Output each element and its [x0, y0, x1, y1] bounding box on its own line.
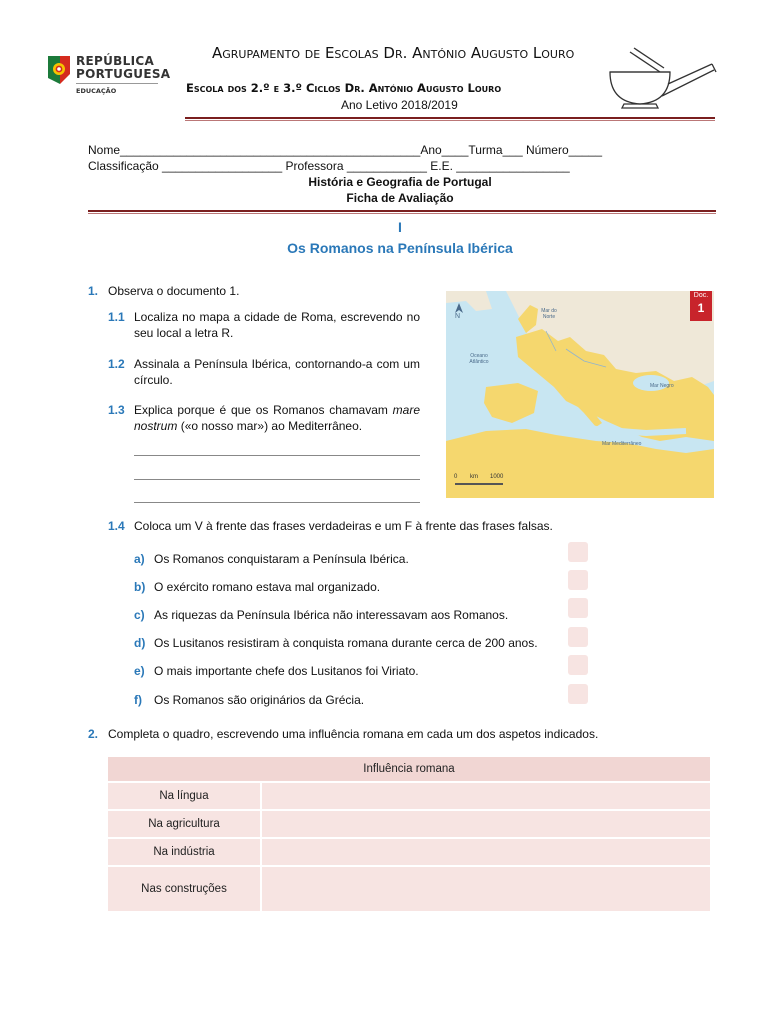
- mortar-pestle-icon: [600, 44, 718, 110]
- statement-e-text: O mais importante chefe dos Lusitanos foi Viriato.: [154, 664, 419, 678]
- q2-text: Completa o quadro, escrevendo uma influência romana em cada um dos aspetos indicados.: [108, 727, 599, 741]
- statement-a-text: Os Romanos conquistaram a Península Ibérica.: [154, 552, 409, 566]
- doc-badge-label: Doc.: [693, 292, 709, 299]
- form-class-line[interactable]: Classificação __________________ Professora ____________ E.E. _________________: [88, 159, 570, 173]
- logo-line2: PORTUGUESA: [76, 67, 171, 81]
- answer-cell-agriculture[interactable]: [262, 811, 710, 837]
- q1-3-number: 1.3: [108, 403, 125, 417]
- q1-4-number: 1.4: [108, 519, 125, 533]
- form-name-line[interactable]: Nome_____________________________________________Ano____Turma___ Número_____: [88, 143, 603, 157]
- test-title: Ficha de Avaliação: [346, 191, 454, 205]
- q1-3-text-b: («o nosso mar») ao Mediterrâneo.: [177, 419, 363, 433]
- republica-logo: [44, 52, 171, 100]
- scale-value: 1000: [490, 474, 504, 480]
- row-label-construction: Nas construções: [108, 867, 260, 911]
- map-label-north-sea: Mar do Norte: [541, 308, 557, 320]
- answer-line-2[interactable]: [134, 479, 420, 480]
- statement-f-letter: f): [134, 693, 142, 707]
- map-label-mediterranean: Mar Mediterrâneo: [602, 441, 642, 447]
- q1-1-number: 1.1: [108, 310, 125, 324]
- statement-e-letter: e): [134, 664, 145, 678]
- scale-bar: [455, 483, 503, 485]
- statement-b-text: O exército romano estava mal organizado.: [154, 580, 381, 594]
- table-row: [108, 811, 710, 837]
- north-label: N: [455, 313, 461, 320]
- scale-unit: km: [470, 474, 478, 480]
- roman-empire-map[interactable]: [446, 291, 714, 498]
- statement-b-letter: b): [134, 580, 146, 594]
- logo-divider: [76, 83, 158, 84]
- statement-d-letter: d): [134, 636, 146, 650]
- q1-4-text: Coloca um V à frente das frases verdadeiras e um F à frente das frases falsas.: [134, 519, 553, 533]
- map-label-black-sea: Mar Negro: [650, 383, 674, 389]
- table-row: [108, 867, 710, 911]
- row-label-language: Na língua: [108, 783, 260, 809]
- section-title: Os Romanos na Península Ibérica: [287, 240, 513, 256]
- header-rule: [185, 117, 715, 119]
- influence-table: [106, 755, 712, 913]
- q1-text: Observa o documento 1.: [108, 284, 240, 298]
- statement-c-text: As riquezas da Península Ibérica não interessavam aos Romanos.: [154, 608, 509, 622]
- answer-cell-language[interactable]: [262, 783, 710, 809]
- school-year: Ano Letivo 2018/2019: [341, 98, 458, 112]
- answer-box-b[interactable]: [568, 570, 588, 590]
- answer-line-1[interactable]: [134, 455, 420, 456]
- map-label-atlantic: Oceano Atlântico: [469, 353, 489, 365]
- answer-box-f[interactable]: [568, 684, 588, 704]
- statement-a-letter: a): [134, 552, 145, 566]
- q1-3-text-em: mare nostrum: [134, 403, 420, 433]
- statement-f-text: Os Romanos são originários da Grécia.: [154, 693, 365, 707]
- logo-sub: EDUCAÇÃO: [76, 87, 117, 95]
- table-header: Influência romana: [108, 757, 710, 781]
- form-rule: [88, 210, 716, 212]
- q1-2-text: Assinala a Península Ibérica, contornando-a com um círculo.: [134, 357, 420, 387]
- answer-cell-construction[interactable]: [262, 867, 710, 911]
- q1-3-text: [134, 402, 420, 434]
- row-label-agriculture: Na agricultura: [108, 811, 260, 837]
- answer-box-a[interactable]: [568, 542, 588, 562]
- answer-box-d[interactable]: [568, 627, 588, 647]
- table-row: [108, 839, 710, 865]
- answer-cell-industry[interactable]: [262, 839, 710, 865]
- answer-box-e[interactable]: [568, 655, 588, 675]
- subject-title: História e Geografia de Portugal: [308, 175, 492, 189]
- q1-1-text: Localiza no mapa a cidade de Roma, escrevendo no seu local a letra R.: [134, 310, 420, 340]
- answer-box-c[interactable]: [568, 598, 588, 618]
- flag-emblem-icon: [44, 54, 72, 88]
- form-rule-thin: [88, 213, 716, 214]
- section-numeral: I: [398, 219, 402, 235]
- doc-badge: [690, 291, 712, 321]
- table-row: [108, 783, 710, 809]
- school-title: Escola dos 2.º e 3.º Ciclos Dr. António Augusto Louro: [186, 81, 502, 95]
- statement-c-letter: c): [134, 608, 145, 622]
- answer-line-3[interactable]: [134, 502, 420, 503]
- row-label-industry: Na indústria: [108, 839, 260, 865]
- school-group-title: Agrupamento de Escolas Dr. António Augusto Louro: [212, 44, 575, 62]
- table-header-row: [108, 757, 710, 781]
- q2-number: 2.: [88, 727, 99, 741]
- header-rule-thin: [185, 120, 715, 121]
- doc-badge-number: 1: [697, 301, 705, 315]
- statement-d-text: Os Lusitanos resistiram à conquista romana durante cerca de 200 anos.: [154, 636, 538, 650]
- map-graphic: [446, 291, 714, 498]
- scale-zero: 0: [454, 474, 458, 480]
- q1-2-number: 1.2: [108, 357, 125, 371]
- q1-3-text-a: Explica porque é que os Romanos chamavam: [134, 403, 393, 417]
- logo-line1: REPÚBLICA: [76, 54, 155, 68]
- q1-number: 1.: [88, 284, 99, 298]
